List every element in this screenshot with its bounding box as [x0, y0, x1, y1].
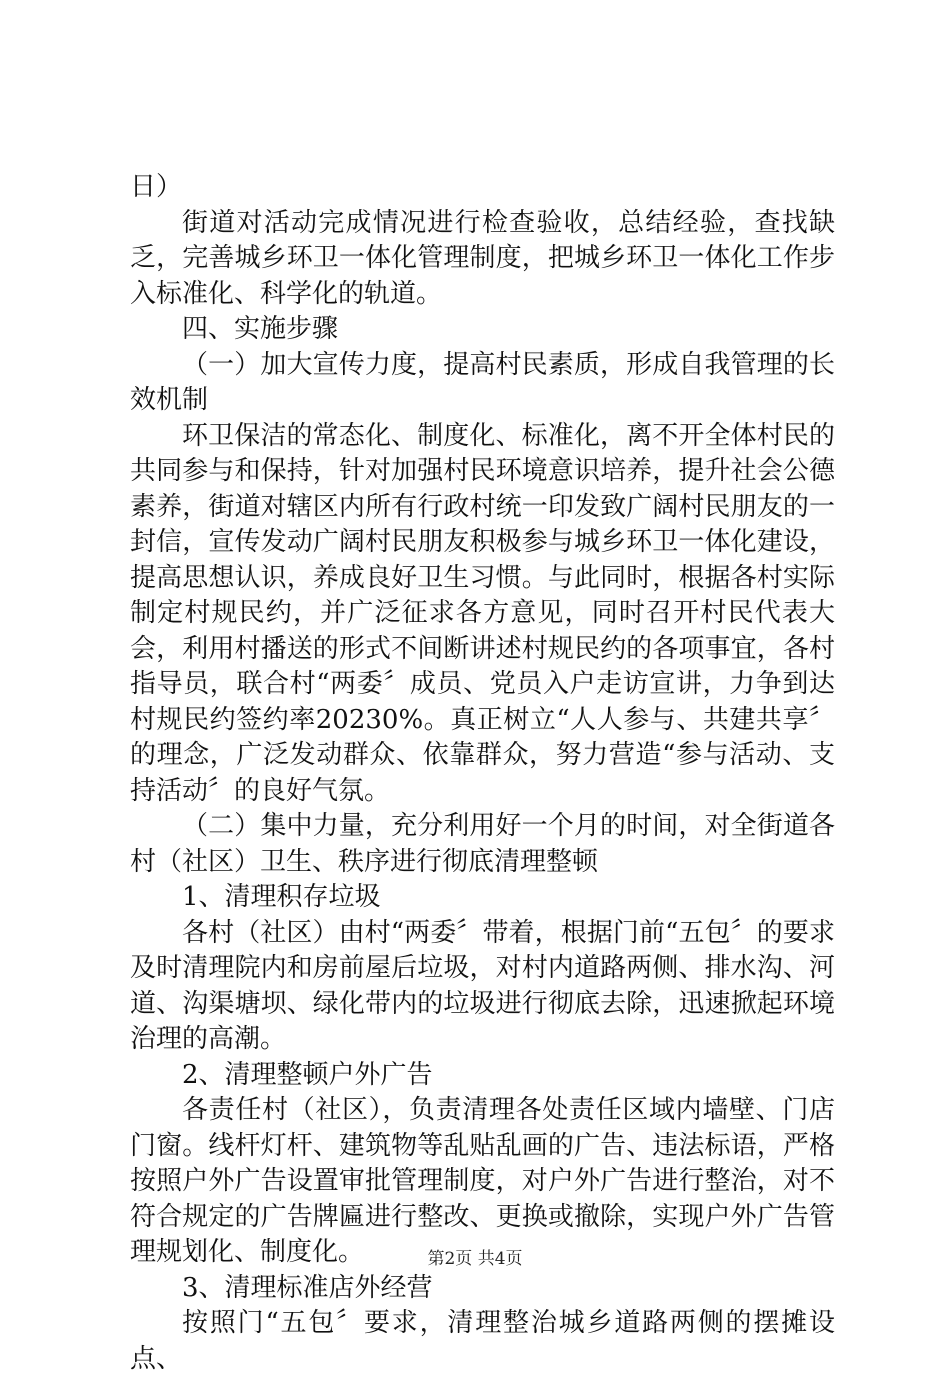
subsection-heading-1: （一）加大宣传力度，提高村民素质，形成自我管理的长效机制 — [130, 349, 835, 415]
paragraph-publicity: 环卫保洁的常态化、制度化、标准化，离不开全体村民的共同参与和保持，针对加强村民环境意识培养，提升社会公德素养，街道对辖区内所有行政村统一印发致广阔村民朋友的一封信，宣传发动广阔村民朋友积极参与城乡环卫一体化建设，提高思想认识，养成良好卫生习惯。与此同时，根据各村实际制定村规民约，并广泛征求各方意见，同时召开村民代表大会，利用村播送的形式不间断讲述村规民约的各项事宜，各村指导员，联合村“两委〞成员、党员入户走访宣讲，力争到达村规民约签约率20230%。真正树立“人人参与、共建共享〞的理念，广泛发动群众、依靠群众，努力营造“参与活动、支持活动〞的良好气氛。 — [130, 420, 835, 806]
paragraph-advertising: 各责任村（社区），负责清理各处责任区域内墙壁、门店门窗。线杆灯杆、建筑物等乱贴乱画的广告、违法标语，严格按照户外广告设置审批管理制度，对户外广告进行整治，对不符合规定的广告牌匾进行整改、更换或撤除，实现户外广告管理规划化、制度化。 — [130, 1095, 835, 1267]
document-body — [130, 170, 835, 1377]
paragraph-garbage: 各村（社区）由村“两委〞带着，根据门前“五包〞的要求及时清理院内和房前屋后垃圾，对村内道路两侧、排水沟、河道、沟渠塘坝、绿化带内的垃圾进行彻底去除，迅速掀起环境治理的高潮。 — [130, 917, 835, 1054]
page-number-footer: 第2页 共4页 — [427, 1249, 523, 1269]
paragraph-street-stalls: 按照门“五包〞要求，清理整治城乡道路两侧的摆摊设点、 — [130, 1308, 835, 1374]
subsection-heading-2: （二）集中力量，充分利用好一个月的时间，对全街道各村（社区）卫生、秩序进行彻底清理整顿 — [130, 811, 835, 877]
item-heading-2: 2、清理整顿户外广告 — [182, 1059, 433, 1090]
paragraph-inspection: 街道对活动完成情况进行检查验收，总结经验，查找缺乏，完善城乡环卫一体化管理制度，把城乡环卫一体化工作步入标准化、科学化的轨道。 — [130, 207, 835, 309]
item-heading-3: 3、清理标准店外经营 — [182, 1272, 433, 1303]
item-heading-1: 1、清理积存垃圾 — [182, 882, 381, 912]
section-heading-steps: 四、实施步骤 — [182, 314, 339, 344]
paragraph-continuation: 日） — [130, 172, 183, 202]
